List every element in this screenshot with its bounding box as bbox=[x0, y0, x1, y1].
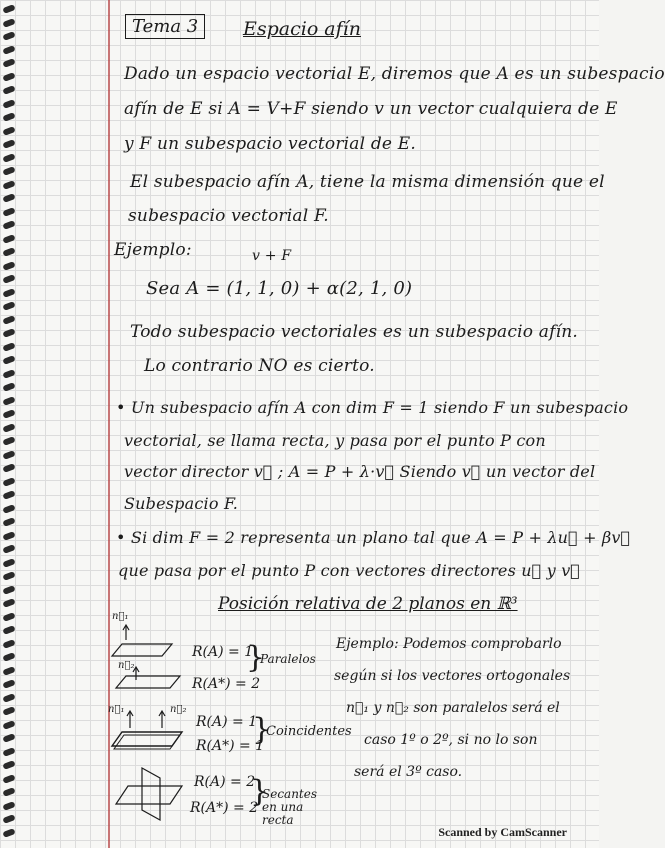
binding-ring bbox=[2, 625, 15, 635]
normal-vector-label: n⃗₂ bbox=[170, 704, 187, 715]
normal-vector-label: n⃗₁ bbox=[112, 611, 129, 622]
binding-ring bbox=[2, 679, 15, 689]
example-line: según si los vectores ortogonales bbox=[334, 668, 571, 684]
binding-ring bbox=[2, 72, 15, 82]
rank-value: R(A) = 2 bbox=[194, 774, 256, 790]
normal-vector-label: n⃗₁ bbox=[108, 704, 125, 715]
binding-ring bbox=[2, 612, 15, 622]
binding-ring bbox=[2, 274, 15, 284]
binding-ring bbox=[2, 598, 15, 608]
example-line: caso 1º o 2º, si no lo son bbox=[364, 732, 538, 748]
binding-ring bbox=[2, 31, 15, 41]
binding-ring bbox=[2, 463, 15, 473]
binding-ring bbox=[2, 450, 15, 460]
binding-ring bbox=[2, 477, 15, 487]
rank-value: R(A) = 1 bbox=[192, 644, 254, 660]
binding-ring bbox=[2, 828, 15, 838]
binding-ring bbox=[2, 180, 15, 190]
binding-ring bbox=[2, 666, 15, 676]
binding-ring bbox=[2, 571, 15, 581]
binding-ring bbox=[2, 814, 15, 824]
binding-ring bbox=[2, 382, 15, 392]
binding-ring bbox=[2, 139, 15, 149]
binding-ring bbox=[2, 4, 15, 14]
binding-ring bbox=[2, 207, 15, 217]
brace: } bbox=[252, 712, 272, 747]
page-title: Espacio afín bbox=[243, 18, 361, 40]
text-line: • Si dim F = 2 representa un plano tal que A = P + λu⃗ + βv⃗ bbox=[116, 528, 631, 547]
text-line: y F un subespacio vectorial de E. bbox=[124, 134, 417, 154]
text-line: que pasa por el punto P con vectores directores u⃗ y v⃗ bbox=[118, 561, 581, 580]
binding-ring bbox=[2, 409, 15, 419]
binding-ring bbox=[2, 733, 15, 743]
binding-ring bbox=[2, 585, 15, 595]
binding-ring bbox=[2, 760, 15, 770]
rank-value: R(A*) = 2 bbox=[190, 800, 259, 816]
binding-ring bbox=[2, 801, 15, 811]
binding-ring bbox=[2, 774, 15, 784]
binding-ring bbox=[2, 193, 15, 203]
binding-ring bbox=[2, 490, 15, 500]
binding-ring bbox=[2, 112, 15, 122]
example-heading: Ejemplo: bbox=[114, 240, 192, 260]
text-line: vectorial, se llama recta, y pasa por el punto P con bbox=[124, 431, 546, 450]
binding-ring bbox=[2, 261, 15, 271]
binding-ring bbox=[2, 355, 15, 365]
binding-ring bbox=[2, 706, 15, 716]
binding-ring bbox=[2, 423, 15, 433]
binding-ring bbox=[2, 639, 15, 649]
text-line: • Un subespacio afín A con dim F = 1 siendo F un subespacio bbox=[116, 398, 629, 417]
parallel-planes-icon bbox=[112, 620, 192, 692]
binding-ring bbox=[2, 247, 15, 257]
example-equation: Sea A = (1, 1, 0) + α(2, 1, 0) bbox=[146, 278, 413, 299]
text-line: Todo subespacio vectoriales es un subespacio afín. bbox=[130, 322, 578, 342]
binding-ring bbox=[2, 99, 15, 109]
binding-ring bbox=[2, 18, 15, 28]
brace: } bbox=[250, 774, 270, 809]
text-line: vector director v⃗ ; A = P + λ·v⃗ Siendo v⃗ un vector del bbox=[124, 462, 596, 481]
binding-ring bbox=[2, 342, 15, 352]
binding-ring bbox=[2, 315, 15, 325]
rank-value: R(A*) = 1 bbox=[196, 738, 265, 754]
topic-label: Tema 3 bbox=[125, 14, 205, 39]
binding-ring bbox=[2, 301, 15, 311]
binding-ring bbox=[2, 166, 15, 176]
binding-ring bbox=[2, 288, 15, 298]
section-title: Posición relativa de 2 planos en ℝ³ bbox=[218, 594, 518, 614]
example-line: será el 3º caso. bbox=[354, 764, 463, 780]
spiral-binding bbox=[0, 0, 26, 848]
binding-ring bbox=[2, 544, 15, 554]
text-line: Dado un espacio vectorial E, diremos que A es un subespacio bbox=[124, 64, 665, 84]
example-line: Ejemplo: Podemos comprobarlo bbox=[336, 636, 562, 652]
binding-ring bbox=[2, 531, 15, 541]
binding-ring bbox=[2, 436, 15, 446]
text-line: afín de E si A = V+F siendo v un vector cualquiera de E bbox=[124, 99, 618, 119]
binding-ring bbox=[2, 58, 15, 68]
binding-ring bbox=[2, 396, 15, 406]
binding-ring bbox=[2, 517, 15, 527]
binding-ring bbox=[2, 720, 15, 730]
binding-ring bbox=[2, 369, 15, 379]
case-label: Coincidentes bbox=[266, 724, 352, 739]
rank-value: R(A) = 1 bbox=[196, 714, 258, 730]
binding-ring bbox=[2, 45, 15, 55]
text-line: Subespacio F. bbox=[124, 494, 239, 513]
secant-planes-icon bbox=[112, 764, 186, 824]
text-line: subespacio vectorial F. bbox=[128, 206, 329, 226]
binding-ring bbox=[2, 234, 15, 244]
equation-labels: v + F bbox=[252, 248, 292, 264]
binding-ring bbox=[2, 747, 15, 757]
binding-ring bbox=[2, 504, 15, 514]
text-line: El subespacio afín A, tiene la misma dimensión que el bbox=[130, 172, 605, 192]
binding-ring bbox=[2, 558, 15, 568]
example-line: n⃗₁ y n⃗₂ son paralelos será el bbox=[346, 700, 560, 716]
binding-ring bbox=[2, 328, 15, 338]
case-label: Paralelos bbox=[260, 652, 316, 666]
binding-ring bbox=[2, 693, 15, 703]
binding-ring bbox=[2, 220, 15, 230]
brace: } bbox=[246, 640, 266, 675]
binding-ring bbox=[2, 652, 15, 662]
case-label: Secantes en una recta bbox=[262, 787, 318, 827]
scanner-watermark: Scanned by CamScanner bbox=[438, 825, 567, 839]
binding-ring bbox=[2, 153, 15, 163]
rank-value: R(A*) = 2 bbox=[192, 676, 261, 692]
binding-ring bbox=[2, 126, 15, 136]
normal-vector-label: n⃗₂ bbox=[118, 660, 135, 671]
binding-ring bbox=[2, 787, 15, 797]
text-line: Lo contrario NO es cierto. bbox=[144, 356, 375, 376]
binding-ring bbox=[2, 85, 15, 95]
